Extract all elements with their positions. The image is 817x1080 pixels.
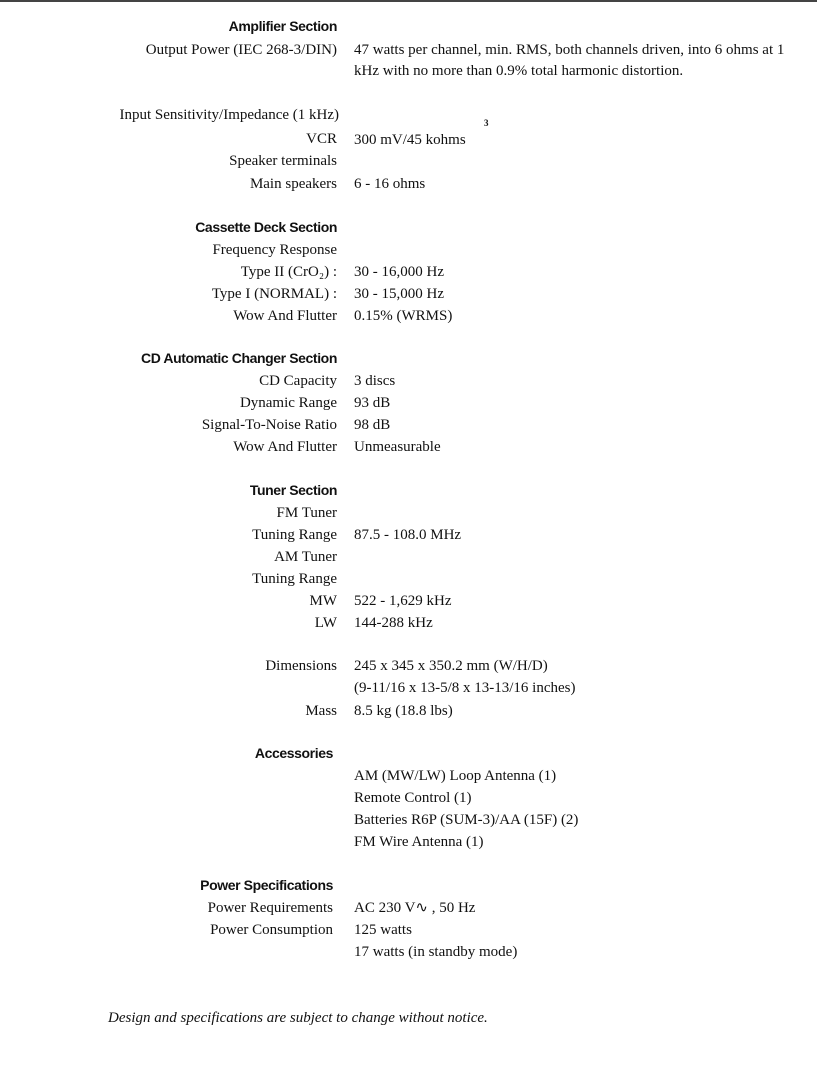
dimensions-label: Dimensions: [265, 658, 337, 674]
type2-value: 30 - 16,000 Hz: [354, 264, 444, 280]
power-heading: Power Specifications: [200, 877, 333, 893]
speaker-terminals-label: Speaker terminals: [229, 153, 337, 169]
power-consumption-value: 125 watts: [354, 922, 412, 938]
dynamic-range-label: Dynamic Range: [239, 395, 337, 411]
accessory-item: AM (MW/LW) Loop Antenna (1): [354, 768, 557, 784]
main-speakers-value: 6 - 16 ohms: [354, 176, 426, 192]
mw-value: 522 - 1,629 kHz: [354, 593, 452, 609]
accessory-item: Batteries R6P (SUM-3)/AA (15F) (2): [354, 812, 579, 828]
main-speakers-label: Main speakers: [249, 176, 337, 192]
vcr-label: VCR: [306, 131, 337, 147]
fm-tuner-label: FM Tuner: [276, 505, 337, 521]
power-requirements-value: AC 230 V∿ , 50 Hz: [354, 900, 476, 916]
cd-wow-label: Wow And Flutter: [233, 439, 337, 455]
type1-value: 30 - 15,000 Hz: [354, 286, 444, 302]
cd-heading: CD Automatic Changer Section: [141, 350, 337, 366]
dimensions-inches: (9-11/16 x 13-5/8 x 13-13/16 inches): [354, 680, 576, 696]
power-requirements-label: Power Requirements: [207, 900, 333, 916]
output-power-label: Output Power (IEC 268-3/DIN): [145, 42, 337, 58]
dimensions-value: 245 x 345 x 350.2 mm (W/H/D): [354, 658, 548, 674]
am-tuner-label: AM Tuner: [274, 549, 337, 565]
vcr-footnote-mark: 3: [484, 118, 489, 128]
type1-label: Type I (NORMAL) :: [211, 286, 337, 302]
dynamic-range-value: 93 dB: [354, 395, 391, 411]
mass-label: Mass: [305, 703, 337, 719]
power-consumption-label: Power Consumption: [210, 922, 333, 938]
footer-notice: Design and specifications are subject to change without notice.: [108, 1010, 488, 1026]
mw-label: MW: [309, 593, 337, 609]
accessory-item: FM Wire Antenna (1): [354, 834, 484, 850]
fm-range-label: Tuning Range: [252, 527, 337, 543]
type2-label: Type II (CrO₂) :: [240, 264, 337, 280]
accessory-item: Remote Control (1): [354, 790, 472, 806]
amplifier-heading: Amplifier Section: [228, 18, 337, 34]
lw-value: 144-288 kHz: [354, 615, 433, 631]
cassette-wow-value: 0.15% (WRMS): [354, 308, 453, 324]
cd-wow-value: Unmeasurable: [354, 439, 441, 455]
snr-label: Signal-To-Noise Ratio: [201, 417, 337, 433]
fm-range-value: 87.5 - 108.0 MHz: [354, 527, 462, 543]
output-power-value: 47 watts per channel, min. RMS, both channels driven, into 6 ohms at 1 kHz with no more than 0.9% total harmonic distortion.: [354, 42, 785, 79]
lw-label: LW: [314, 615, 337, 631]
input-sensitivity-label: Input Sensitivity/Impedance (1 kHz): [119, 107, 339, 123]
vcr-value: 300 mV/45 kohms: [354, 132, 466, 148]
snr-value: 98 dB: [354, 417, 391, 433]
cd-capacity-value: 3 discs: [354, 373, 396, 389]
mass-value: 8.5 kg (18.8 lbs): [354, 703, 453, 719]
standby-consumption-value: 17 watts (in standby mode): [354, 944, 518, 960]
cd-capacity-label: CD Capacity: [259, 373, 337, 389]
am-range-label: Tuning Range: [252, 571, 337, 587]
cassette-wow-label: Wow And Flutter: [233, 308, 337, 324]
cassette-heading: Cassette Deck Section: [195, 219, 337, 235]
tuner-heading: Tuner Section: [249, 482, 337, 498]
accessories-heading: Accessories: [254, 745, 333, 761]
frequency-response-label: Frequency Response: [212, 242, 337, 258]
